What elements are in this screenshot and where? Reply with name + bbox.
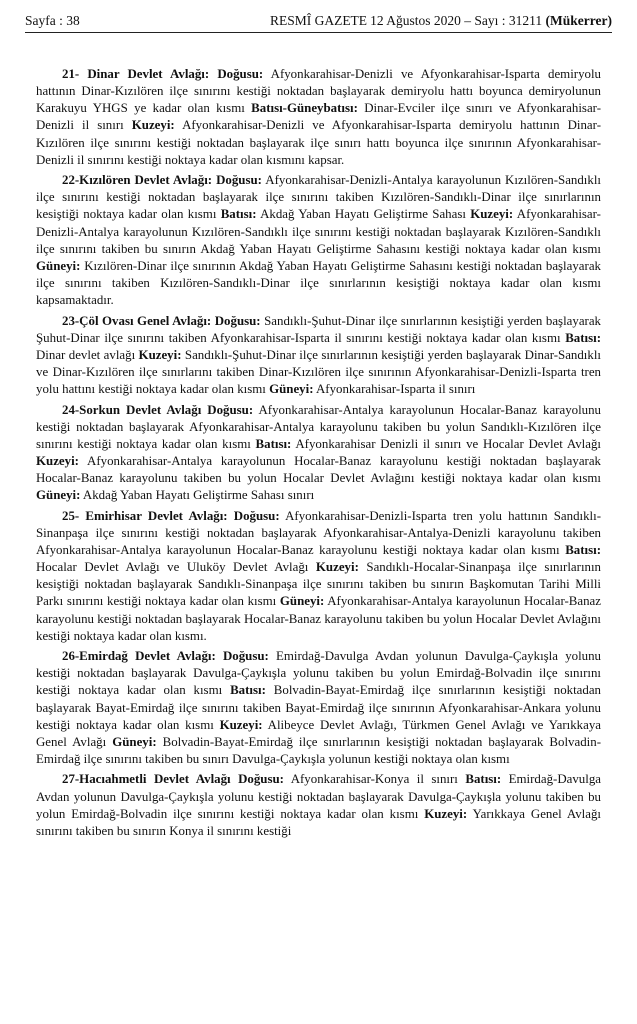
section-body-text: Yarıkkaya Genel Avlağı sınırını takiben bu sınırın Konya il sınırını kestiği	[36, 806, 602, 838]
page-header	[25, 10, 612, 33]
avlak-section	[36, 172, 601, 309]
section-heading-text: 23-Çöl Ovası Genel Avlağı: Doğusu:	[62, 313, 261, 328]
section-heading-text: 26-Emirdağ Devlet Avlağı: Doğusu:	[62, 649, 269, 664]
section-heading-text: Batısı:	[565, 542, 601, 557]
section-body-text: Dinar-Evciler ilçe sınırı ve Afyonkarahisar-Denizli il sınırı	[36, 101, 601, 133]
section-body-text: Afyonkarahisar-Isparta il sınırı	[313, 382, 476, 397]
section-body-text: Afyonkarahisar-Denizli ve Afyonkarahisar-Isparta demiryolu hattının Dinar-Kızılören ilçe sınırını kestiği noktadan başlayarak ilçe sınırı hattı boyunca ilçe sınırının Afyonkarahisar-Denizli il sınırını kestiği noktaya kadar olan kısmını kapsar.	[36, 118, 601, 167]
document-body	[36, 66, 601, 843]
avlak-section	[36, 66, 601, 169]
section-body-text: Bolvadin-Bayat-Emirdağ ilçe sınırlarının kesiştiği noktadan başlayarak Bolvadin-Emirdağ ilçe sınırını takiben bu sınırı Davulga-Çaykışla yolunun kestiği noktaya olan kısmı	[36, 734, 601, 767]
section-body-text: Hocalar Devlet Avlağı ve Uluköy Devlet Avlağı	[36, 560, 316, 575]
section-body-text: Akdağ Yaban Hayatı Geliştirme Sahası	[256, 207, 471, 222]
section-heading-text: 22-Kızılören Devlet Avlağı: Doğusu:	[62, 173, 262, 188]
section-body-text: Emirdağ-Davulga Avdan yolunun Davulga-Çaykışla yolunu kestiği noktadan başlayarak Davulga-Çaykışla yolunu takiben bu yolun Emirdağ-Bolvadin ilçe sınırını kestiği noktaya kadar olan kısmı	[36, 772, 601, 821]
issue-suffix: (Mükerrer)	[545, 13, 612, 28]
section-body-text: Afyonkarahisar-Antalya karayolunun Hocalar-Banaz karayolunu kestiği noktadan başlayarak Hocalar-Banaz karayolunu takiben bu yolun Hocalar Devlet Avlağını kestiği noktaya kadar olan kısmı	[36, 454, 601, 486]
section-heading-text: 24-Sorkun Devlet Avlağı Doğusu:	[62, 402, 254, 417]
section-body-text: Sandıklı-Şuhut-Dinar ilçe sınırlarının kesiştiği yerden başlayarak Dinar-Sandıklı ve Dinar-Kızılören ilçe sınırlarını takiben Dinar-Kızılören ilçe sınırının Afyonkarahisar-Denizli-Isparta tren yolu hattını kestiği noktaya kadar olan kısmı	[36, 347, 601, 397]
section-heading-text: Batısı:	[465, 772, 502, 787]
section-heading-text: Kuzeyi:	[219, 717, 263, 732]
section-heading-text: Kuzeyi:	[315, 560, 359, 575]
avlak-section	[36, 771, 601, 840]
issue-date-number: 12 Ağustos 2020 – Sayı : 31211	[370, 13, 543, 28]
section-body-text: Afyonkarahisar-Denizli-Antalya karayolunun Kızılören-Sandıklı ilçe sınırını kestiği noktadan başlayarak ilçe sınırını takiben Kızılören-Sandıklı-Dinar ilçe sınırlarının kesiştiği noktaya kadar olan kısmı	[36, 173, 601, 222]
section-heading-text: Kuzeyi:	[138, 347, 182, 362]
section-heading-text: Kuzeyi:	[131, 118, 175, 133]
section-heading-text: Batısı:	[220, 207, 257, 222]
avlak-section	[36, 402, 601, 505]
section-heading-text: Batısı:	[565, 330, 601, 345]
issue-info	[370, 11, 612, 31]
section-body-text: Afyonkarahisar-Denizli ve Afyonkarahisar-Isparta demiryolu hattının Dinar-Kızılören ilçe sınırını kestiği noktadan başlayarak demiryolu hattı boyunca demiryolunun Karakuyu YHGS ye kadar olan kısmı	[36, 67, 601, 116]
section-body-text: Bolvadin-Bayat-Emirdağ ilçe sınırlarının kesiştiği noktadan başlayarak Bayat-Emirdağ ilçe sınırını takiben Bayat-Emirdağ ilçe sınırının Afyonkarahisar-Ankara yolunu kestiği noktaya kadar olan kısmı	[36, 683, 602, 732]
page-number: Sayfa : 38	[25, 13, 80, 28]
section-body-text: Afyonkarahisar Denizli il sınırı ve Hocalar Devlet Avlağı	[291, 436, 601, 451]
section-body-text: Afyonkarahisar-Denizli-Isparta tren yolu hattının Sandıklı-Sinanpaşa ilçe sınırını kestiği noktadan başlayarak Afyonkarahisar-Antalya-Denizli karayolunu takiben Afyonkarahisar-Antalya karayolunun Hocalar-Banaz karayolunu kestiği noktaya kadar olan kısmı	[36, 508, 601, 557]
section-body-text: Sandıklı-Şuhut-Dinar ilçe sınırlarının kesiştiği yerden başlayarak Şuhut-Dinar ilçe sınırını takiben Afyonkarahisar-Isparta il sınırını kestiği noktaya kadar olan kısmı	[36, 313, 601, 345]
avlak-section	[36, 648, 601, 768]
section-body-text: Afyonkarahisar-Antalya karayolunun Hocalar-Banaz karayolunu kestiği noktadan başlayarak Afyonkarahisar-Antalya karayolunu takiben bu yolun Sandıklı-Kızılören ilçe sınırını kestiği noktaya kadar olan kısmı	[36, 402, 601, 451]
section-body-text: Akdağ Yaban Hayatı Geliştirme Sahası sınırı	[80, 488, 315, 503]
section-body-text: Afyonkarahisar-Denizli-Antalya karayolunun Kızılören-Sandıklı ilçe sınırını kestiği noktadan başlayarak Kızılören-Sandıklı ilçe sınırını takiben bu sınırın Akdağ Yaban Hayatı Geliştirme Sahasını kestiği noktaya kadar olan kısmı	[36, 207, 601, 256]
section-heading-text: Güneyi:	[112, 734, 157, 749]
avlak-section	[36, 313, 601, 399]
section-heading-text: Kuzeyi:	[424, 806, 468, 821]
section-heading-text: 21- Dinar Devlet Avlağı: Doğusu:	[62, 67, 264, 81]
section-heading-text: Batısı:	[230, 683, 266, 698]
gazette-title: RESMÎ GAZETE	[269, 13, 368, 28]
section-heading-text: Güneyi:	[279, 594, 325, 609]
section-heading-text: Güneyi:	[36, 488, 81, 503]
section-heading-text: Batısı-Güneybatısı:	[251, 101, 358, 116]
section-heading-text: Batısı:	[255, 436, 292, 451]
section-body-text: Dinar devlet avlağı	[36, 347, 139, 362]
section-heading-text: 27-Hacıahmetli Devlet Avlağı Doğusu:	[62, 772, 284, 787]
section-body-text: Sandıklı-Hocalar-Sinanpaşa ilçe sınırlarının kesiştiği noktadan başlayarak Sandıklı-Sinanpaşa ilçe sınırını takiben bu sınırın Başkomutan Tarihi Milli Parkı sınırını kestiği noktaya kadar olan kısmı	[36, 560, 601, 609]
section-heading-text: Güneyi:	[269, 382, 314, 397]
section-body-text: Emirdağ-Davulga Avdan yolunun Davulga-Çaykışla yolunu kestiği noktadan başlayarak Davulga-Çaykışla yolunu takiben bu yolun Emirdağ-Bolvadin ilçe sınırını kestiği noktaya kadar olan kısmı	[36, 649, 601, 698]
section-heading-text: 25- Emirhisar Devlet Avlağı: Doğusu:	[62, 508, 280, 523]
section-body-text: Kızılören-Dinar ilçe sınırının Akdağ Yaban Hayatı Geliştirme Sahasını kestiği noktadan başlayarak ilçe sınırını takiben Kızılören-Sandıklı-Dinar ilçe sınırlarının kesiştiği noktaya kadar olan kısmı kapsamaktadır.	[36, 258, 601, 308]
section-heading-text: Kuzeyi:	[36, 454, 79, 468]
section-body-text: Alibeyce Devlet Avlağı, Türkmen Genel Avlağı ve Yarıkkaya Genel Avlağı	[36, 717, 602, 749]
section-body-text: Afyonkarahisar-Konya il sınırı	[283, 772, 466, 787]
section-heading-text: Güneyi:	[36, 258, 81, 273]
section-body-text: Afyonkarahisar-Antalya karayolunun Hocalar-Banaz karayolunu kestiği noktadan başlayarak Hocalar-Banaz karayolunu takiben bu yolun Hocalar Devlet Avlağını kestiği noktaya kadar olan kısmı.	[36, 594, 601, 643]
avlak-section	[36, 508, 601, 645]
section-heading-text: Kuzeyi:	[470, 207, 514, 222]
